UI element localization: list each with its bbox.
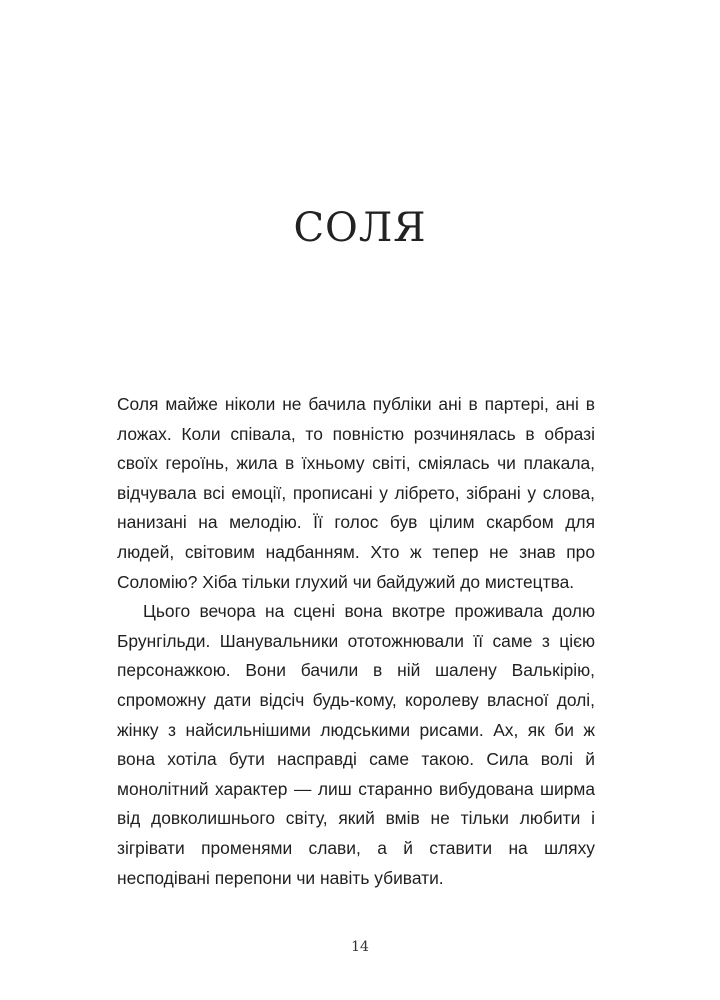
chapter-body (117, 390, 595, 893)
paragraph-2: Цього вечора на сцені вона вкотре проживала долю Брунгільди. Шанувальники ототожнювали її саме з цією персонажкою. Вони бачили в ній шалену Валькірію, спроможну дати відсіч будь-кому, королеву власної долі, жінку з найсильнішими людськими рисами. Ах, як би ж вона хотіла бути насправді саме такою. Сила волі й монолітний характер — лиш старанно вибудована ширма від довколишнього світу, який вмів не тільки любити і зігрівати променями слави, а й ставити на шляху несподівані перепони чи навіть убивати. (117, 601, 595, 888)
page-number: 14 (351, 939, 369, 955)
paragraph-1: Соля майже ніколи не бачила публіки ані в партері, ані в ложах. Коли співала, то повністю розчинялась в образі своїх героїнь, жила в їхньому світі, сміялась чи плакала, відчувала всі емоції, прописані у лібрето, зібрані у слова, нанизані на мелодію. Її голос був цілим скарбом для людей, світовим надбанням. Хто ж тепер не знав про Соломію? Хіба тільки глухий чи байдужий до мистецтва. (117, 394, 595, 592)
chapter-title: СОЛЯ (293, 205, 427, 251)
